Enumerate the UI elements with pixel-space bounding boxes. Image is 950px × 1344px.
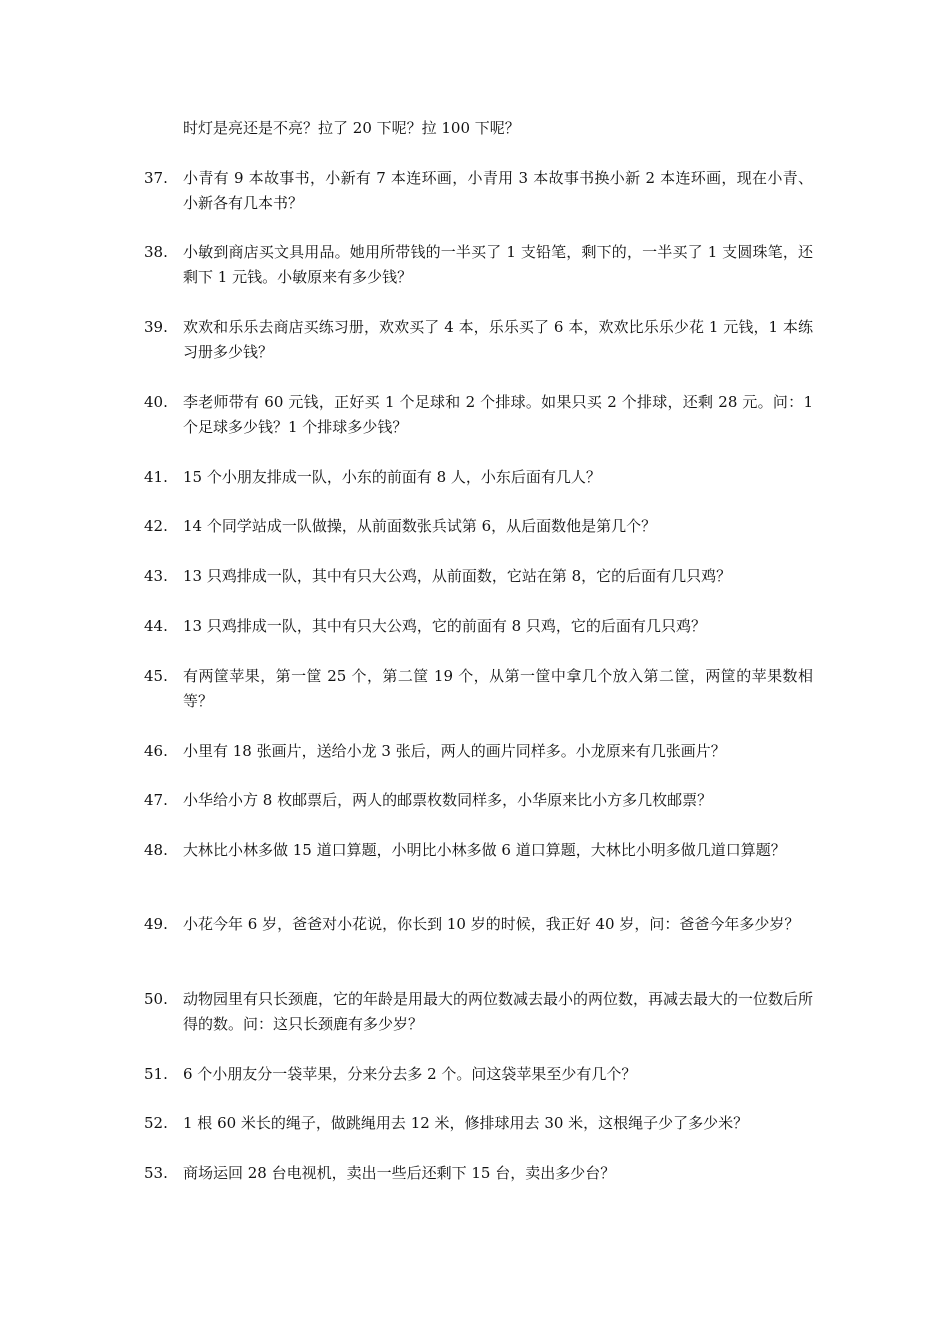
problem-text: 李老师带有 60 元钱，正好买 1 个足球和 2 个排球。如果只买 2 个排球，还剩 28 元。问：1 个足球多少钱？1 个排球多少钱？ (183, 393, 813, 436)
problem-number: 49. (144, 915, 168, 933)
problem-text: 15 个小朋友排成一队，小东的前面有 8 人，小东后面有几人？ (183, 468, 601, 486)
problem-text: 13 只鸡排成一队，其中有只大公鸡，它的前面有 8 只鸡，它的后面有几只鸡？ (183, 617, 706, 635)
problem-number: 39. (144, 318, 168, 336)
problem-text: 14 个同学站成一队做操，从前面数张兵试第 6，从后面数他是第几个？ (183, 517, 657, 535)
problem-text: 有两筐苹果，第一筐 25 个，第二筐 19 个，从第一筐中拿几个放入第二筐，两筐的苹果数相等？ (183, 667, 814, 710)
problem-item (144, 1062, 814, 1087)
problem-number: 40. (144, 393, 168, 411)
problem-text: 小花今年 6 岁，爸爸对小花说，你长到 10 岁的时候，我正好 40 岁，问：爸爸今年多少岁？ (183, 915, 800, 933)
problem-number: 50. (144, 990, 168, 1008)
problem-number: 42. (144, 517, 168, 535)
problem-item (144, 390, 814, 440)
problem-text: 欢欢和乐乐去商店买练习册，欢欢买了 4 本，乐乐买了 6 本，欢欢比乐乐少花 1 元钱，1 本练习册多少钱？ (183, 318, 813, 361)
problem-36-continuation: 时灯是亮还是不亮？拉了 20 下呢？拉 100 下呢？ (183, 119, 520, 137)
problem-item (144, 838, 814, 863)
problem-number: 41. (144, 468, 168, 486)
problem-number: 51. (144, 1065, 168, 1083)
problem-number: 38. (144, 243, 168, 261)
problem-number: 43. (144, 567, 168, 585)
problem-item (144, 315, 814, 365)
problem-text: 动物园里有只长颈鹿，它的年龄是用最大的两位数减去最小的两位数，再减去最大的一位数后所得的数。问：这只长颈鹿有多少岁？ (183, 990, 814, 1033)
problem-number: 45. (144, 667, 168, 685)
problem-item (144, 1161, 814, 1186)
problem-text: 小里有 18 张画片，送给小龙 3 张后，两人的画片同样多。小龙原来有几张画片？ (183, 742, 726, 760)
problem-text: 小华给小方 8 枚邮票后，两人的邮票枚数同样多，小华原来比小方多几枚邮票？ (183, 791, 713, 809)
problem-text: 1 根 60 米长的绳子，做跳绳用去 12 米，修排球用去 30 米，这根绳子少了多少米？ (183, 1114, 749, 1132)
problem-item (144, 987, 814, 1037)
problem-text: 大林比小林多做 15 道口算题，小明比小林多做 6 道口算题，大林比小明多做几道口算题？ (183, 841, 786, 859)
problem-item (144, 1111, 814, 1136)
problem-text: 6 个小朋友分一袋苹果，分来分去多 2 个。问这袋苹果至少有几个？ (183, 1065, 637, 1083)
problem-number: 53. (144, 1164, 168, 1182)
problem-item (144, 166, 814, 216)
problem-item (144, 564, 814, 589)
problem-item (144, 514, 814, 539)
problem-item (144, 240, 814, 290)
problem-number: 48. (144, 841, 168, 859)
problem-item (144, 912, 814, 937)
problem-number: 44. (144, 617, 168, 635)
problem-number: 37. (144, 169, 168, 187)
problem-item (144, 739, 814, 764)
problem-number: 46. (144, 742, 168, 760)
problem-item (144, 614, 814, 639)
problem-item (144, 788, 814, 813)
problem-text: 小敏到商店买文具用品。她用所带钱的一半买了 1 支铅笔，剩下的，一半买了 1 支圆珠笔，还剩下 1 元钱。小敏原来有多少钱？ (183, 243, 813, 286)
problem-item (144, 465, 814, 490)
problem-number: 52. (144, 1114, 168, 1132)
problem-text: 13 只鸡排成一队，其中有只大公鸡，从前面数，它站在第 8，它的后面有几只鸡？ (183, 567, 732, 585)
problem-item (144, 664, 814, 714)
problem-text: 小青有 9 本故事书，小新有 7 本连环画，小青用 3 本故事书换小新 2 本连环画，现在小青、小新各有几本书？ (183, 169, 813, 212)
problem-number: 47. (144, 791, 168, 809)
problem-text: 商场运回 28 台电视机，卖出一些后还剩下 15 台，卖出多少台？ (183, 1164, 616, 1182)
